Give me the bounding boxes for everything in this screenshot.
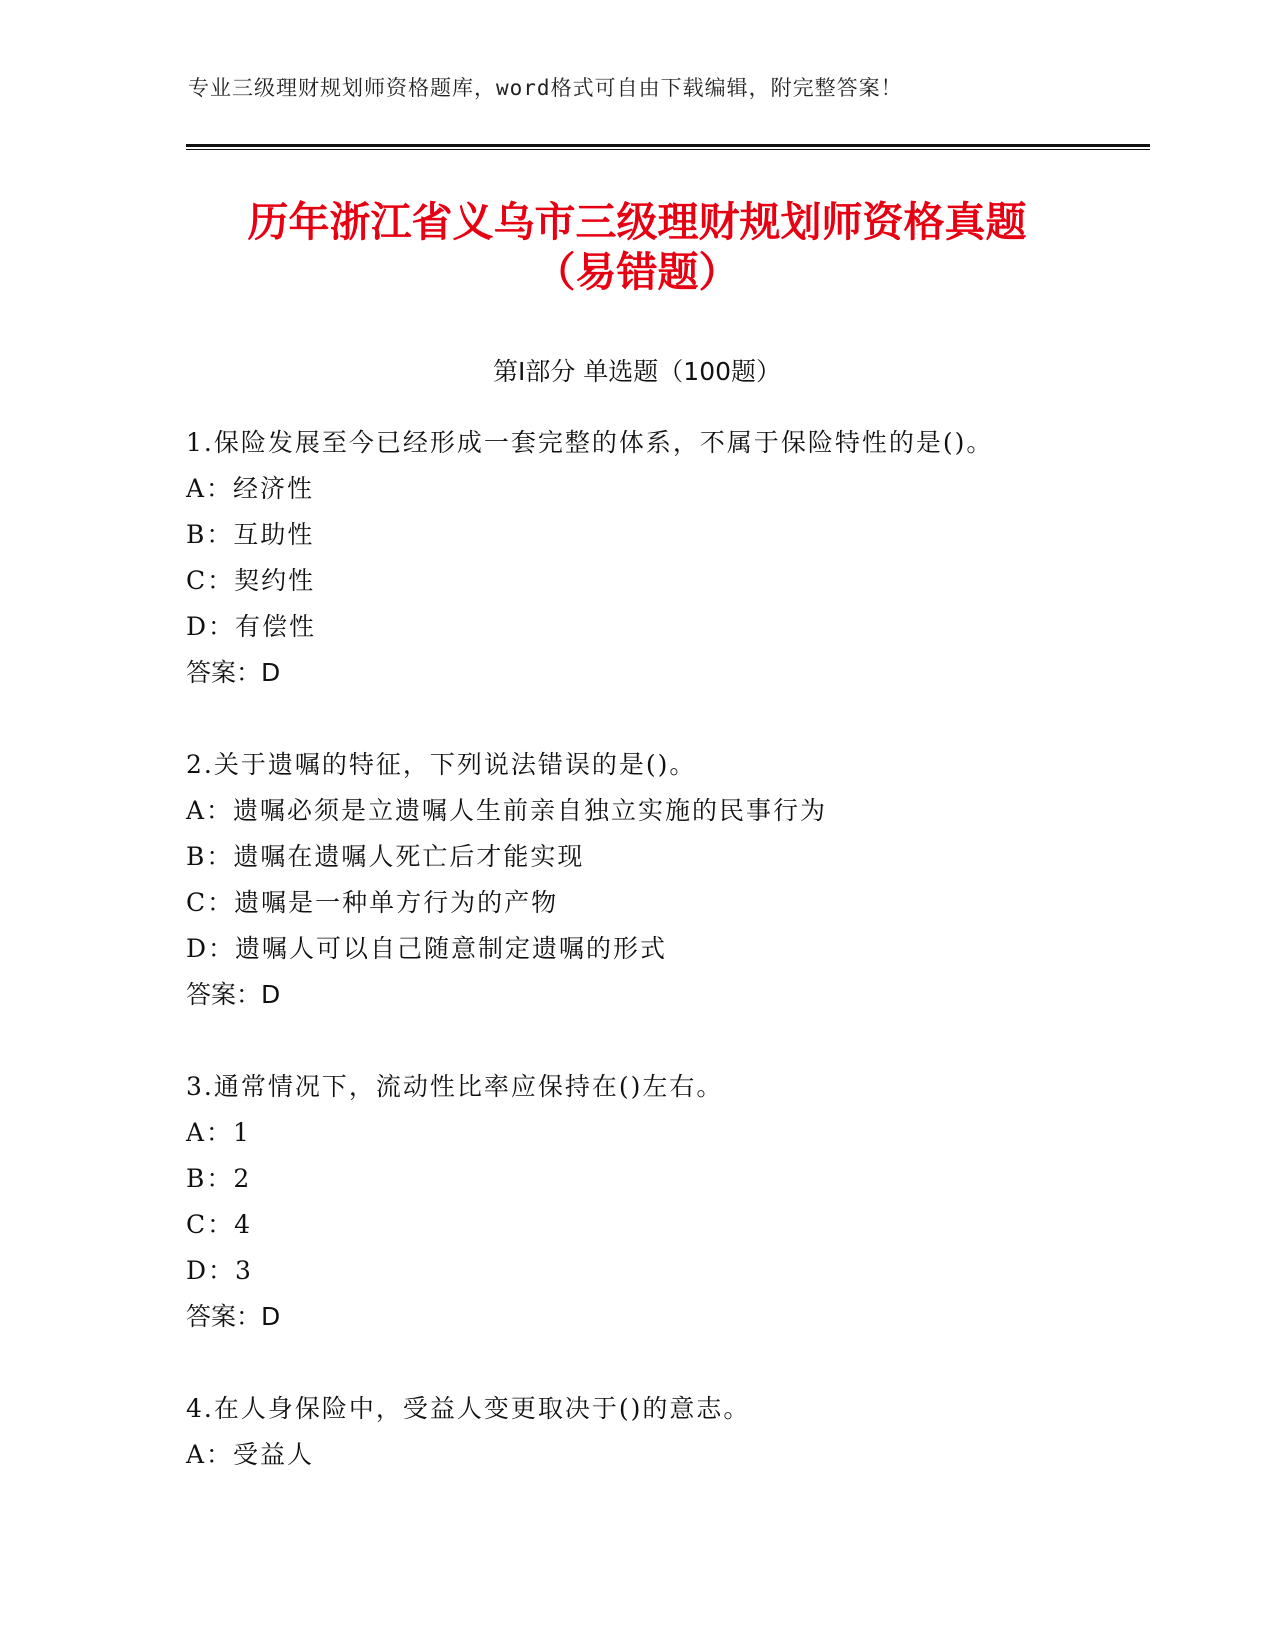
question-4 — [186, 1386, 1146, 1478]
answer-line: 答案：D — [186, 1302, 281, 1331]
option-b: B：2 — [186, 1164, 252, 1193]
option-d: D：3 — [186, 1256, 253, 1285]
option-b: B：互助性 — [186, 520, 315, 549]
option-c: C：4 — [186, 1210, 253, 1239]
option-c: C：遗嘱是一种单方行为的产物 — [186, 888, 559, 917]
option-c: C：契约性 — [186, 566, 316, 595]
option-a: A：1 — [186, 1118, 251, 1147]
option-b: B：遗嘱在遗嘱人死亡后才能实现 — [186, 842, 585, 871]
header-divider-thin — [186, 149, 1150, 150]
question-stem: 3.通常情况下，流动性比率应保持在()左右。 — [186, 1072, 724, 1101]
question-stem: 4.在人身保险中，受益人变更取决于()的意志。 — [186, 1394, 751, 1423]
option-a: A：遗嘱必须是立遗嘱人生前亲自独立实施的民事行为 — [186, 796, 828, 825]
document-title — [137, 197, 1137, 297]
option-a: A：经济性 — [186, 474, 315, 503]
title-line-2: （易错题） — [534, 248, 740, 296]
answer-line: 答案：D — [186, 980, 281, 1009]
question-1 — [186, 420, 1146, 696]
option-d: D：遗嘱人可以自己随意制定遗嘱的形式 — [186, 934, 668, 963]
question-2 — [186, 742, 1146, 1018]
title-line-1: 历年浙江省义乌市三级理财规划师资格真题 — [247, 198, 1027, 246]
option-a: A：受益人 — [186, 1440, 315, 1469]
question-stem: 1.保险发展至今已经形成一套完整的体系，不属于保险特性的是()。 — [186, 428, 994, 457]
question-stem: 2.关于遗嘱的特征，下列说法错误的是()。 — [186, 750, 697, 779]
section-heading: 第I部分 单选题（100题） — [492, 357, 782, 386]
header-note: 专业三级理财规划师资格题库，word格式可自由下载编辑，附完整答案！ — [188, 76, 903, 100]
header-divider-thick — [186, 144, 1150, 147]
answer-line: 答案：D — [186, 658, 281, 687]
option-d: D：有偿性 — [186, 612, 317, 641]
question-3 — [186, 1064, 1146, 1340]
